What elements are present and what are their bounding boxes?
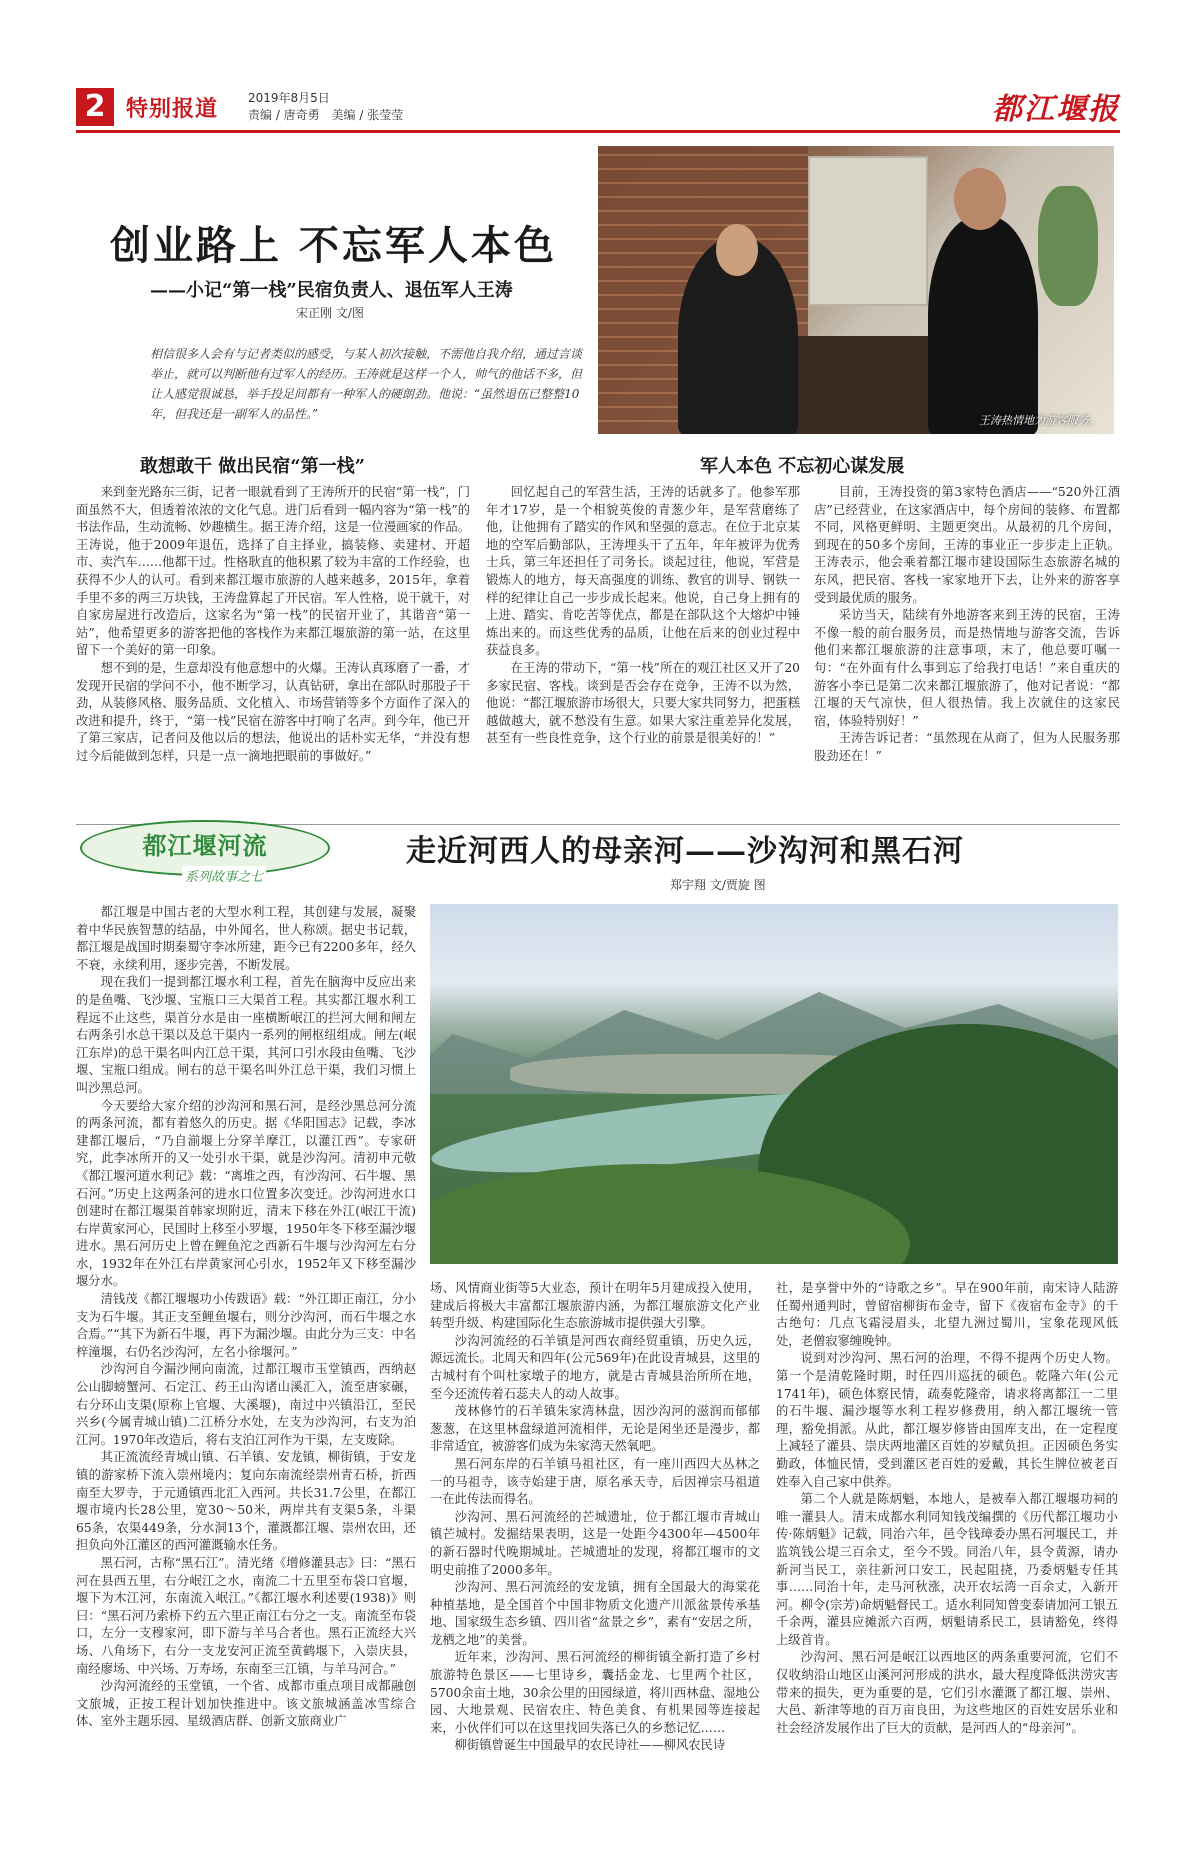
paragraph: 王涛告诉记者：“虽然现在从商了，但为人民服务那股劲还在！” <box>814 731 1120 763</box>
feature-column-1 <box>76 484 470 766</box>
series-byline: 郑宇翔 文/贾旋 图 <box>670 878 766 892</box>
paragraph: 今天要给大家介绍的沙沟河和黑石河，是经沙黑总河分流的两条河流，都有着悠久的历史。据《华阳国志》记载，李冰建都江堰后，“乃自湔堰上分穿羊摩江，以灌江西”。专家研究，此李冰所开的又一处引水干渠，就是沙沟河。清初申元敬《都江堰河道水利记》载：“离堆之西，有沙沟河、石牛堰、黑石河。”历史上这两条河的进水口位置多次变迁。沙沟河进水口创建时在都江堰渠首韩家坝附近，清末下移在外江(岷江干流)右岸黄家河心，民国时上移至小罗堰，1950年冬下移至漏沙堰进水。黑石河历史上曾在鲤鱼沱之西新石牛堰与沙沟河左右分水，1932年在外江右岸黄家河心引水，1952年又下移至漏沙堰分水。 <box>76 1098 416 1289</box>
paragraph: 沙沟河自今漏沙闸向南流，过都江堰市玉堂镇西，西纳赵公山脚螃蟹河、石定江、药王山沟诸山溪汇入，流至唐家碾，右分环山支渠(原称上官堰、大溪堰)，南过中兴镇沿江，至民兴乡(今属青城山镇)二江桥分水处，左支为沙沟河，右支为泊江河。1970年改造后，将右支泊江河作为干渠，左支废除。 <box>76 1362 416 1447</box>
series-badge-title: 都江堰河流 <box>142 832 268 860</box>
river-landscape-photo <box>430 904 1118 1264</box>
paragraph: 沙沟河、黑石河流经的安龙镇，拥有全国最大的海棠花种植基地，是全国首个中国非物质文化遗产川派盆景传承基地、国家级生态乡镇、四川省“盆景之乡”，素有“安居之所，龙栖之地”的美誉。 <box>430 1580 760 1647</box>
photo-cabinet <box>808 156 928 306</box>
header-rule <box>76 130 1120 133</box>
series-headline: 走近河西人的母亲河——沙沟河和黑石河 <box>406 834 964 869</box>
paragraph: 说到对沙沟河、黑石河的治理，不得不提两个历史人物。第一个是清乾隆时期，时任四川巡抚的硕色。乾隆六年(公元1741年)，硕色体察民情，疏奏乾隆帝，请求将离都江一二里的石牛堰、漏沙堰等水利工程岁修费用，纳入都江堰统一管理，豁免捐派。从此，都江堰岁修皆由国库支出，在一定程度上减轻了灌县、崇庆两地灌区百姓的岁赋负担。正因硕色务实勤政，体恤民情，受到灌区老百姓的爱戴，其长生牌位被老百姓奉入自己家中供养。 <box>776 1351 1118 1489</box>
photo-plant <box>1038 186 1098 306</box>
series-left-column <box>76 904 416 1731</box>
masthead-logo: 都江堰报 <box>992 92 1120 127</box>
series-right-column <box>776 1280 1118 1737</box>
paragraph: 沙沟河流经的玉堂镇，一个省、成都市重点项目成都融创文旅城，正按工程计划加快推进中。该文旅城涵盖冰雪综合体、室外主题乐园、星级酒店群、创新文旅商业广 <box>76 1679 416 1729</box>
photo-standing-man <box>928 216 1038 434</box>
paragraph: 都江堰是中国古老的大型水利工程，其创建与发展，凝聚着中华民族智慧的结晶，中外闻名，世人称颂。据史书记载，都江堰是战国时期秦蜀守李冰所建，距今已有2200多年，经久不衰，永续利用，逐步完善，不断发展。 <box>76 905 416 972</box>
paragraph: 黑石河，古称“黑石江”。清光绪《增修灌县志》曰：“黑石河在县西五里，右分岷江之水，南流二十五里至布袋口官堰，堰下为木江河，东南流入岷江。”《都江堰水利述要(1938)》则曰：“黑石河乃索桥下约五六里正南江右分之一支。南流至布袋口，左分一支穆家河，即下游与羊马合者也。黑石正流经大兴场、八角场下，右分一支龙安河正流至黄鹤堰下，入崇庆县，南经廖场、中兴场、万寿场，东南至三江镇，与羊马河合。” <box>76 1555 416 1676</box>
paragraph: 黑石河东岸的石羊镇马祖社区，有一座川西四大丛林之一的马祖寺，该寺始建于唐，原名承天寺，后因禅宗马祖道一在此传法而得名。 <box>430 1456 760 1507</box>
paragraph: 来到奎光路东三街，记者一眼就看到了王涛所开的民宿“第一栈”，门面虽然不大，但透着浓浓的文化气息。进门后看到一幅内容为“第一栈”的书法作品，生动流畅、妙趣横生。据王涛介绍，这是一位漫画家的作品。王涛说，他于2009年退伍，选择了自主择业，搞装修、卖建材、开超市、卖汽车……他都干过。性格耿直的他积累了较为丰富的工作经验，也获得不少人的认可。看到来都江堰市旅游的人越来越多，2015年，拿着手里不多的两三万块钱，王涛盘算起了开民宿。军人性格，说干就干，对自家房屋进行改造后，这家名为“第一栈”的民宿开业了，其谐音“第一站”，他希望更多的游客把他的客栈作为来都江堰旅游的第一站，在这里留下一个美好的第一印象。 <box>76 485 470 658</box>
section-name: 特别报道 <box>126 97 219 122</box>
paragraph: 目前，王涛投资的第3家特色酒店——“520外江酒店”已经营业，在这家酒店中，每个房间的装修、布置都不同，风格更鲜明、主题更突出。从最初的几个房间，到现在的50多个房间，王涛的事业正一步步走上正轨。王涛表示，他会乘着都江堰市建设国际生态旅游名城的东风，把民宿、客栈一家家地开下去，让外来的游客享受到最优质的服务。 <box>814 485 1120 605</box>
paragraph: 场、风情商业街等5大业态，预计在明年5月建成投入使用，建成后将极大丰富都江堰旅游内涵，为都江堰旅游文化产业转型升级、构建国际化生态旅游城市提供强大引擎。 <box>430 1281 760 1331</box>
editor-credit: 责编 / 唐奇勇 <box>248 108 320 122</box>
photo-seated-man-head <box>716 224 758 276</box>
feature-byline: 宋正刚 文/图 <box>296 306 364 320</box>
paragraph: 沙沟河、黑石河是岷江以西地区的两条重要河流，它们不仅收纳沿山地区山溪河河形成的洪水，最大程度降低洪涝灾害带来的损失，更为重要的是，它们引水灌溉了都江堰、崇州、大邑、新津等地的百万亩良田，为这些地区的百姓安居乐业和社会经济发展作出了巨大的贡献，是河西人的“母亲河”。 <box>776 1650 1118 1735</box>
page-number: 2 <box>76 88 114 126</box>
feature-section2-title: 军人本色 不忘初心谋发展 <box>700 456 905 477</box>
designer-credit: 美编 / 张莹莹 <box>331 108 404 122</box>
feature-column-3 <box>814 484 1120 766</box>
editors <box>248 107 411 124</box>
feature-photo-caption: 王涛热情地为游客服务。 <box>979 414 1100 427</box>
header-meta <box>248 90 411 124</box>
paragraph: 其正流流经青城山镇、石羊镇、安龙镇，柳街镇，于安龙镇的游家桥下流入崇州境内；复向东南流经崇州青石桥，折西南至大罗寺，于元通镇西北汇入西河。共长31.7公里，在都江堰市境内长28公里，宽30～50米，两岸共有支渠5条，斗渠65条，农渠449条，分水洞13个，灌溉都江堰、崇州农田，还担负向外江灌区的西河灌溉输水任务。 <box>76 1450 416 1553</box>
paragraph: 在王涛的带动下，“第一栈”所在的观江社区又开了20多家民宿、客栈。谈到是否会存在竞争，王涛不以为然，他说：“都江堰旅游市场很大，只要大家共同努力，把蛋糕越做越大，就不愁没有生意。如果大家注重差异化发展，甚至有一些良性竞争，这个行业的前景是很美好的！” <box>486 660 800 746</box>
paragraph: 柳街镇曾诞生中国最早的农民诗社——柳风农民诗 <box>454 1738 726 1753</box>
feature-headline: 创业路上 不忘军人本色 <box>110 222 557 269</box>
paragraph: 近年来，沙沟河、黑石河流经的柳街镇全新打造了乡村旅游特色景区——七里诗乡，囊括金龙、七里两个社区，5700余亩土地，30余公里的田园绿道，将川西林盘、湿地公园、大地景观、民宿农庄、特色美食、有机果园等连接起来，小伙伴们可以在这里找回失落已久的乡愁记忆…… <box>430 1650 760 1735</box>
paragraph: 茂林修竹的石羊镇朱家湾林盘，因沙沟河的滋润而郁郁葱葱，在这里林盘绿道河流相伴，无论是闲坐还是漫步，都非常适宜，被游客们成为朱家湾天然氧吧。 <box>430 1404 760 1454</box>
issue-date: 2019年8月5日 <box>248 91 330 105</box>
paragraph: 沙沟河、黑石河流经的芒城遗址，位于都江堰市青城山镇芒城村。发掘结果表明，这是一处距今4300年—4500年的新石器时代晚期城址。芒城遗址的发现，将都江堰市的文明史前推了2000多年。 <box>430 1509 760 1577</box>
page-header <box>76 84 1120 128</box>
series-middle-column <box>430 1280 760 1755</box>
paragraph: 回忆起自己的军营生活，王涛的话就多了。他参军那年才17岁，是一个相貌英俊的青葱少年，是军营磨练了他，让他拥有了踏实的作风和坚强的意志。在位于北京某地的空军后勤部队，王涛埋头干了五年，年年被评为优秀士兵，第三年还担任了司务长。谈起过往，他说，军营是锻炼人的地方，每天高强度的训练、教官的训导、钢铁一样的纪律让自己一步步成长起来。他说，自己身上拥有的上进、踏实、肯吃苦等优点，都是在部队这个大熔炉中锤炼出来的。而这些优秀的品质，让他在后来的创业过程中获益良多。 <box>486 485 800 658</box>
feature-intro: 相信很多人会有与记者类似的感受，与某人初次接触，不需他自我介绍，通过言谈举止，就可以判断他有过军人的经历。王涛就是这样一个人，帅气的他话不多，但让人感觉很诚恳，举手投足间都有一种军人的硬朗劲。他说：“虽然退伍已整整10年，但我还是一副军人的品性。” <box>150 347 583 421</box>
photo-standing-man-head <box>954 168 1006 230</box>
series-badge-subtitle: 系列故事之七 <box>182 866 266 885</box>
paragraph: 沙沟河流经的石羊镇是河西农商经贸重镇，历史久远，源远流长。北周天和四年(公元569年)在此设青城县，这里的古城村有个叫杜家墩子的地方，就是古青城县治所所在地，至今还流传着石蕊夫人的动人故事。 <box>430 1333 760 1401</box>
feature-section1-title: 敢想敢干 做出民宿“第一栈” <box>140 456 365 477</box>
feature-subheadline: ——小记“第一栈”民宿负责人、退伍军人王涛 <box>150 280 513 301</box>
paragraph: 清钱茂《都江堰堰功小传跋语》载：“外江即正南江，分小支为石牛堰。其正支至鲤鱼堰右，则分沙沟河，而石牛堰之水合焉。”“其下为新石牛堰，再下为漏沙堰。由此分为三支：中名梓潼堰，右仍名沙沟河，左名小徐堰河。” <box>76 1292 416 1359</box>
paragraph: 现在我们一提到都江堰水利工程，首先在脑海中反应出来的是鱼嘴、飞沙堰、宝瓶口三大渠首工程。其实都江堰水利工程远不止这些，渠首分水是由一座横断岷江的拦河大闸和闸左右两条引水总干渠以及总干渠内一系列的闸枢纽组成。闸左(岷江东岸)的总干渠名叫内江总干渠，其河口引水段由鱼嘴、飞沙堰、宝瓶口组成。闸右的总干渠名叫外江总干渠，我们习惯上叫沙黑总河。 <box>76 975 416 1095</box>
paragraph: 第二个人就是陈炳魁，本地人，是被奉入都江堰堰功祠的唯一灌县人。清末成都水利同知钱茂编撰的《历代都江堰功小传·陈炳魁》记载，同治六年，邑令钱璋委办黑石河堰民工，并监筑钱公堤三百余丈，至今不毁。同治八年，县令黄源，请办新河当民工，亲往新河口安工，民起阻挠，乃委炳魁专任其事……同治十年，走马河秋涨，决开农坛湾一百余丈，入新开河。柳令(宗芳)命炳魁督民工。适水利同知曾变泰请加河工银五千余两，灌县应摊派六百两，炳魁请系民工，县请豁免，终得上级首肯。 <box>776 1492 1118 1647</box>
paragraph: 社，是享誉中外的“诗歌之乡”。早在900年前，南宋诗人陆游任蜀州通判时，曾留宿柳街布金寺，留下《夜宿布金寺》的千古绝句：几点飞霜浸眉头，北望九洲过蜀川，宝象花现风低处，老僧寂寥缠晚钟。 <box>776 1281 1118 1348</box>
feature-photo <box>598 146 1114 434</box>
feature-column-2 <box>486 484 800 748</box>
paragraph: 想不到的是，生意却没有他意想中的火爆。王涛认真琢磨了一番，才发现开民宿的学问不小，他不断学习，认真钻研，拿出在部队时那股子干劲，从装修风格、服务品质、文化植入、市场营销等多个方面作了深入的改进和提升，终于，“第一栈”民宿在游客中打响了名声。到今年，他已开了第三家店，记者问及他以后的想法，他说出的话朴实无华，“并没有想过今后能做到怎样，只是一点一滴地把眼前的事做好。” <box>76 660 470 763</box>
paragraph: 采访当天，陆续有外地游客来到王涛的民宿，王涛不像一般的前台服务员，而是热情地与游客交流，告诉他们来都江堰旅游的注意事项，末了，他总要叮嘱一句：“在外面有什么事到忘了给我打电话！”来自重庆的游客小李已是第二次来都江堰旅游了，他对记者说：“都江堰的天气凉快，但人很热情。我上次就住的这家民宿，体验特别好！” <box>814 608 1120 728</box>
